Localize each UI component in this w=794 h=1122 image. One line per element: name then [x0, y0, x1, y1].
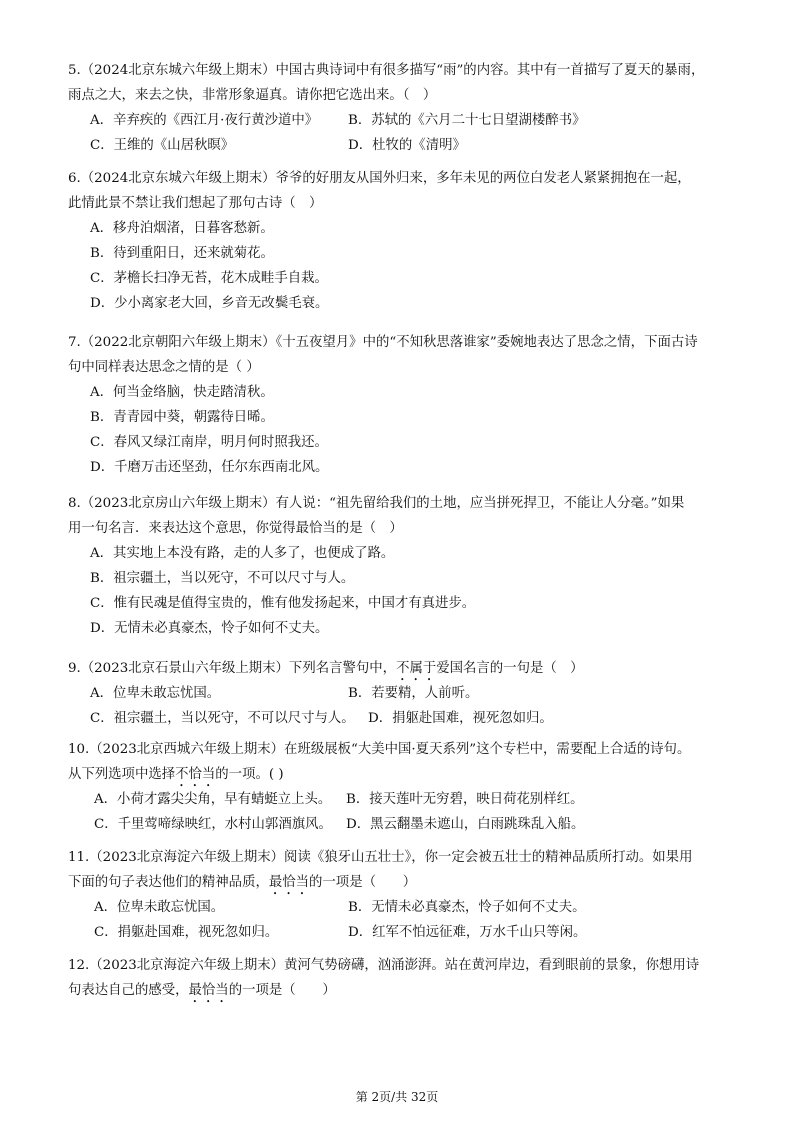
option-d: D．千磨万击还坚劲，任尔东西南北风。	[90, 460, 329, 475]
question-text-part: 句表达自己的感受，	[68, 983, 189, 998]
option-c: C．惟有民魂是值得宝贵的，惟有他发扬起来，中国才有真进步。	[90, 596, 476, 611]
option-b: B．接天莲叶无穷碧，映日荷花别样红。	[346, 792, 584, 807]
question-text: 11.（2023北京海淀六年级上期末）阅读《狼牙山五壮士》，你一定会被五壮士的精神品质所打动。如果用	[68, 850, 693, 865]
option-a: A．何当金络脑，快走踏清秋。	[90, 385, 274, 400]
question-7	[68, 330, 736, 480]
option-b: B．待到重阳日，还来就菊花。	[90, 246, 274, 261]
option-a: A．小荷才露尖尖角，早有蜻蜓立上头。	[94, 792, 332, 807]
option-a: A．位卑未敢忘忧国。	[94, 900, 225, 915]
option-row	[68, 430, 736, 455]
question-text	[68, 870, 736, 895]
question-text: 句中同样表达思念之情的是（ ）	[68, 360, 260, 375]
option-row	[68, 108, 736, 133]
question-11	[68, 845, 736, 945]
option-row	[68, 455, 736, 480]
question-text	[68, 656, 736, 681]
option-c: C．茅檐长扫净无苔，花木成畦手自栽。	[90, 271, 328, 286]
option-row	[68, 812, 736, 837]
option-b: B．祖宗疆土，当以死守，不可以尺寸与人。	[90, 571, 355, 586]
option-row	[68, 566, 736, 591]
emphasis-text: 不属于	[396, 661, 437, 676]
option-a: A．辛弃疾的《西江月·夜行黄沙道中》	[90, 113, 319, 128]
option-row	[68, 616, 736, 641]
question-5	[68, 58, 736, 158]
option-a: A．位卑未敢忘忧国。	[90, 686, 221, 701]
question-text	[68, 762, 736, 787]
option-d: D．少小离家老大回，乡音无改鬓毛衰。	[90, 296, 329, 311]
option-c: C．祖宗疆土，当以死守，不可以尺寸与人。	[90, 711, 355, 726]
option-row	[68, 895, 736, 920]
question-text: 6.（2024北京东城六年级上期末）爷爷的好朋友从国外归来，多年未见的两位白发老人紧紧拥抱在一起，	[68, 171, 691, 186]
option-c: C．王维的《山居秋暝》	[90, 138, 235, 153]
emphasis-text: 不恰当	[175, 767, 216, 782]
question-text-part: 的一项是（ ）	[309, 875, 417, 890]
option-b: B．若要精，人前听。	[348, 686, 479, 701]
option-d: D．黑云翻墨未遮山，白雨跳珠乱入船。	[346, 817, 585, 832]
question-text-part: 9.（2023北京石景山六年级上期末）下列名言警句中，	[68, 661, 397, 676]
option-b: B．苏轼的《六月二十七日望湖楼醉书》	[348, 113, 586, 128]
emphasis-text: 最恰当	[268, 875, 310, 890]
option-row	[68, 380, 736, 405]
question-text: 7.（2022北京朝阳六年级上期末）《十五夜望月》中的“不知秋思落谁家”委婉地表达了思念之情，下面古诗	[68, 335, 698, 350]
question-text-part: 的一项。( )	[215, 767, 284, 782]
question-text: 8.（2023北京房山六年级上期末）有人说：“祖先留给我们的土地，应当拼死捍卫，不能让人分毫。”如果	[68, 496, 685, 511]
question-text: 12.（2023北京海淀六年级上期末）黄河气势磅礴，汹涌澎湃。站在黄河岸边，看到眼前的景象，你想用诗	[68, 958, 700, 973]
question-8	[68, 491, 736, 641]
option-row	[68, 241, 736, 266]
question-text-part: 从下列选项中选择	[68, 767, 176, 782]
question-text: 用一句名言．来表达这个意思，你觉得最恰当的是（ ）	[68, 521, 403, 536]
question-text: 5.（2024北京东城六年级上期末）中国古典诗词中有很多描写“雨”的内容。其中有一首描写了夏天的暴雨，	[68, 63, 705, 78]
option-d: D．捐躯赴国难，视死忽如归。	[368, 711, 553, 726]
option-b: B．无情未必真豪杰，怜子如何不丈夫。	[348, 900, 586, 915]
question-6	[68, 166, 736, 316]
page-number: 第 2页/共 32页	[355, 1090, 439, 1104]
question-text: 10.（2023北京西城六年级上期末）在班级展板“大美中国·夏天系列”这个专栏中，需要配上合适的诗句。	[68, 742, 691, 757]
option-row	[68, 681, 736, 706]
option-row	[68, 541, 736, 566]
emphasis-text: 最恰当	[188, 983, 229, 998]
option-row	[68, 787, 736, 812]
option-d: D．红军不怕远征难，万水千山只等闲。	[348, 925, 587, 940]
option-row	[68, 405, 736, 430]
option-row	[68, 133, 736, 158]
option-row	[68, 706, 736, 731]
question-10	[68, 737, 736, 837]
option-d: D．杜牧的《清明》	[348, 138, 466, 153]
question-9	[68, 656, 736, 731]
option-c: C．捐躯赴国难，视死忽如归。	[94, 925, 279, 940]
option-row	[68, 920, 736, 945]
option-row	[68, 216, 736, 241]
option-row	[68, 291, 736, 316]
option-row	[68, 591, 736, 616]
option-a: A．其实地上本没有路，走的人多了，也便成了路。	[90, 546, 395, 561]
question-text-part: 下面的句子表达他们的精神品质，	[68, 875, 269, 890]
question-text-part: 的一项是（ ）	[228, 983, 336, 998]
option-c: C．千里莺啼绿映红，水村山郭酒旗风。	[94, 817, 332, 832]
option-d: D．无情未必真豪杰，怜子如何不丈夫。	[90, 621, 329, 636]
option-b: B．青青园中葵，朝露待日晞。	[90, 410, 274, 425]
question-text-part: 爱国名言的一句是（ ）	[436, 661, 584, 676]
option-a: A．移舟泊烟渚，日暮客愁新。	[90, 221, 274, 236]
option-row	[68, 266, 736, 291]
question-text: 此情此景不禁让我们想起了那句古诗（ ）	[68, 196, 323, 211]
question-12	[68, 953, 736, 1003]
question-text: 雨点之大，来去之快，非常形象逼真。请你把它选出来。（ ）	[68, 88, 437, 103]
option-c: C．春风又绿江南岸，明月何时照我还。	[90, 435, 328, 450]
question-text	[68, 978, 736, 1003]
